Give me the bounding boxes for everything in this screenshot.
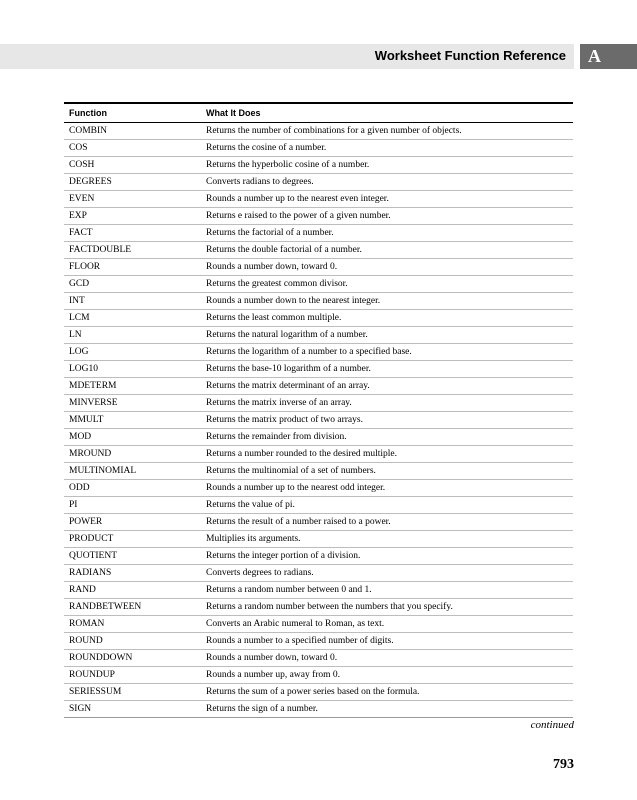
- function-description-cell: Rounds a number down to the nearest integer.: [201, 293, 573, 310]
- function-name-cell: MOD: [64, 429, 201, 446]
- function-name-cell: LCM: [64, 310, 201, 327]
- table-row: [64, 327, 573, 344]
- function-description-cell: Rounds a number to a specified number of digits.: [201, 633, 573, 650]
- function-name-cell: PRODUCT: [64, 531, 201, 548]
- function-description-cell: Returns the matrix product of two arrays.: [201, 412, 573, 429]
- function-name-cell: FLOOR: [64, 259, 201, 276]
- table-row: [64, 259, 573, 276]
- function-name-cell: EVEN: [64, 191, 201, 208]
- table-row: [64, 225, 573, 242]
- function-name-cell: RAND: [64, 582, 201, 599]
- function-name-cell: MINVERSE: [64, 395, 201, 412]
- table-row: [64, 140, 573, 157]
- function-description-cell: Returns the hyperbolic cosine of a number.: [201, 157, 573, 174]
- table-row: [64, 684, 573, 701]
- function-description-cell: Converts an Arabic numeral to Roman, as text.: [201, 616, 573, 633]
- running-header-title: Worksheet Function Reference: [374, 48, 566, 63]
- function-name-cell: DEGREES: [64, 174, 201, 191]
- function-description-cell: Returns e raised to the power of a given number.: [201, 208, 573, 225]
- table-row: [64, 446, 573, 463]
- function-description-cell: Returns a number rounded to the desired multiple.: [201, 446, 573, 463]
- table-row: [64, 480, 573, 497]
- function-description-cell: Rounds a number up, away from 0.: [201, 667, 573, 684]
- function-name-cell: POWER: [64, 514, 201, 531]
- function-name-cell: MULTINOMIAL: [64, 463, 201, 480]
- table-row: [64, 361, 573, 378]
- function-name-cell: SERIESSUM: [64, 684, 201, 701]
- table-row: [64, 531, 573, 548]
- function-description-cell: Rounds a number down, toward 0.: [201, 650, 573, 667]
- table-row: [64, 310, 573, 327]
- function-description-cell: Converts degrees to radians.: [201, 565, 573, 582]
- table-row: [64, 429, 573, 446]
- function-name-cell: LOG: [64, 344, 201, 361]
- function-name-cell: ROUND: [64, 633, 201, 650]
- function-description-cell: Returns a random number between the numbers that you specify.: [201, 599, 573, 616]
- function-description-cell: Returns the number of combinations for a given number of objects.: [201, 123, 573, 140]
- function-description-cell: Rounds a number up to the nearest even integer.: [201, 191, 573, 208]
- function-description-cell: Returns the greatest common divisor.: [201, 276, 573, 293]
- function-name-cell: ROMAN: [64, 616, 201, 633]
- table-row: [64, 650, 573, 667]
- function-name-cell: COSH: [64, 157, 201, 174]
- table-row: [64, 378, 573, 395]
- table-row: [64, 242, 573, 259]
- table-row: [64, 157, 573, 174]
- function-description-cell: Returns the sign of a number.: [201, 701, 573, 718]
- function-description-cell: Returns the factorial of a number.: [201, 225, 573, 242]
- table-row: [64, 701, 573, 718]
- function-description-cell: Returns the matrix determinant of an array.: [201, 378, 573, 395]
- table-row: [64, 123, 573, 140]
- function-description-cell: Returns the logarithm of a number to a specified base.: [201, 344, 573, 361]
- function-name-cell: MDETERM: [64, 378, 201, 395]
- function-description-cell: Returns the integer portion of a division.: [201, 548, 573, 565]
- table-row: [64, 191, 573, 208]
- continued-note: continued: [530, 719, 574, 731]
- function-description-cell: Converts radians to degrees.: [201, 174, 573, 191]
- column-header-what-it-does: What It Does: [201, 103, 573, 123]
- table-row: [64, 514, 573, 531]
- function-description-cell: Returns the matrix inverse of an array.: [201, 395, 573, 412]
- function-name-cell: MROUND: [64, 446, 201, 463]
- table-row: [64, 208, 573, 225]
- table-row: [64, 667, 573, 684]
- function-name-cell: MMULT: [64, 412, 201, 429]
- function-name-cell: EXP: [64, 208, 201, 225]
- function-name-cell: RANDBETWEEN: [64, 599, 201, 616]
- function-name-cell: INT: [64, 293, 201, 310]
- table-row: [64, 565, 573, 582]
- table-row: [64, 293, 573, 310]
- function-name-cell: ROUNDDOWN: [64, 650, 201, 667]
- table-body: [64, 123, 573, 718]
- function-description-cell: Multiplies its arguments.: [201, 531, 573, 548]
- table-row: [64, 395, 573, 412]
- table-row: [64, 633, 573, 650]
- function-description-cell: Returns the cosine of a number.: [201, 140, 573, 157]
- function-name-cell: PI: [64, 497, 201, 514]
- function-name-cell: ROUNDUP: [64, 667, 201, 684]
- function-description-cell: Returns the multinomial of a set of numbers.: [201, 463, 573, 480]
- column-header-function: Function: [64, 103, 201, 123]
- function-name-cell: LN: [64, 327, 201, 344]
- function-description-cell: Rounds a number up to the nearest odd integer.: [201, 480, 573, 497]
- function-description-cell: Rounds a number down, toward 0.: [201, 259, 573, 276]
- function-name-cell: COS: [64, 140, 201, 157]
- function-description-cell: Returns a random number between 0 and 1.: [201, 582, 573, 599]
- function-name-cell: RADIANS: [64, 565, 201, 582]
- function-description-cell: Returns the remainder from division.: [201, 429, 573, 446]
- table-header-row: [64, 103, 573, 123]
- function-name-cell: ODD: [64, 480, 201, 497]
- function-description-cell: Returns the sum of a power series based on the formula.: [201, 684, 573, 701]
- function-description-cell: Returns the value of pi.: [201, 497, 573, 514]
- table-row: [64, 276, 573, 293]
- function-description-cell: Returns the natural logarithm of a number.: [201, 327, 573, 344]
- function-description-cell: Returns the double factorial of a number.: [201, 242, 573, 259]
- function-description-cell: Returns the base-10 logarithm of a number.: [201, 361, 573, 378]
- function-name-cell: FACT: [64, 225, 201, 242]
- function-name-cell: FACTDOUBLE: [64, 242, 201, 259]
- appendix-tab-letter: A: [588, 46, 601, 66]
- function-name-cell: COMBIN: [64, 123, 201, 140]
- table-row: [64, 599, 573, 616]
- table-row: [64, 344, 573, 361]
- function-table: [64, 102, 573, 718]
- function-name-cell: QUOTIENT: [64, 548, 201, 565]
- table-row: [64, 174, 573, 191]
- function-name-cell: SIGN: [64, 701, 201, 718]
- function-description-cell: Returns the least common multiple.: [201, 310, 573, 327]
- function-name-cell: LOG10: [64, 361, 201, 378]
- table-row: [64, 582, 573, 599]
- function-name-cell: GCD: [64, 276, 201, 293]
- page-number: 793: [553, 757, 574, 772]
- table-row: [64, 412, 573, 429]
- function-description-cell: Returns the result of a number raised to a power.: [201, 514, 573, 531]
- table-row: [64, 497, 573, 514]
- table-row: [64, 616, 573, 633]
- table-row: [64, 463, 573, 480]
- table-row: [64, 548, 573, 565]
